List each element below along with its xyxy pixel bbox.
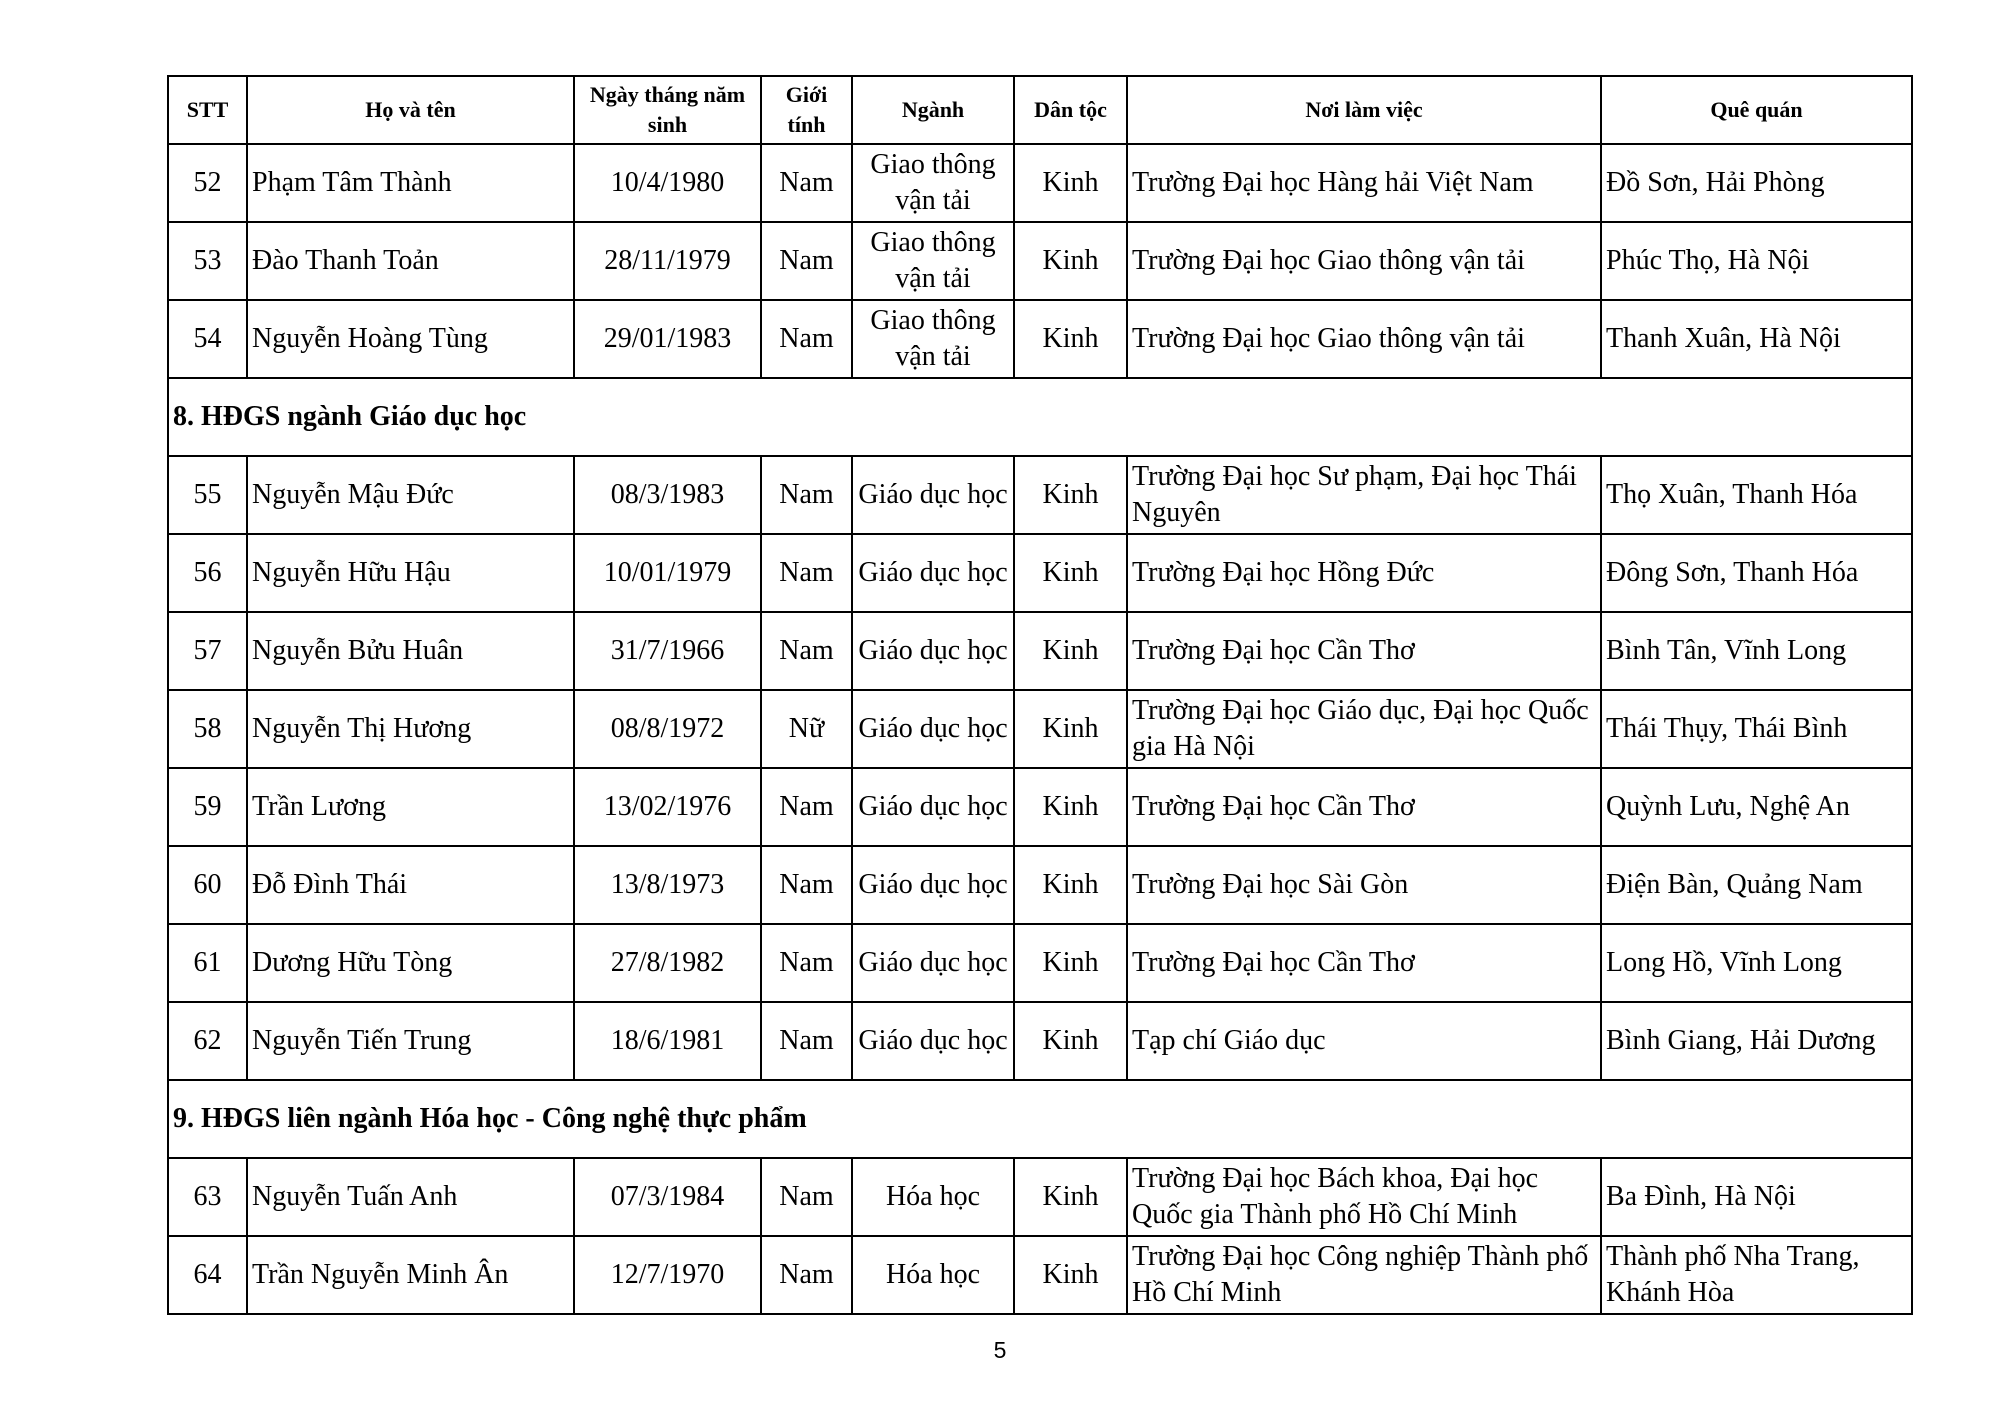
cell-field: Hóa học xyxy=(852,1158,1014,1236)
cell-field: Giáo dục học xyxy=(852,768,1014,846)
cell-field: Giáo dục học xyxy=(852,534,1014,612)
cell-dob: 13/8/1973 xyxy=(574,846,761,924)
cell-workplace: Tạp chí Giáo dục xyxy=(1127,1002,1601,1080)
table-row xyxy=(168,456,1912,534)
table-row xyxy=(168,846,1912,924)
cell-workplace: Trường Đại học Giao thông vận tải xyxy=(1127,222,1601,300)
cell-name: Nguyễn Thị Hương xyxy=(247,690,574,768)
cell-workplace: Trường Đại học Hồng Đức xyxy=(1127,534,1601,612)
cell-ethnicity: Kinh xyxy=(1014,846,1127,924)
header-gender: Giới tính xyxy=(761,76,852,144)
cell-ethnicity: Kinh xyxy=(1014,222,1127,300)
cell-dob: 13/02/1976 xyxy=(574,768,761,846)
cell-ethnicity: Kinh xyxy=(1014,534,1127,612)
cell-stt: 57 xyxy=(168,612,247,690)
cell-hometown: Thanh Xuân, Hà Nội xyxy=(1601,300,1912,378)
table-header-row xyxy=(168,76,1912,144)
cell-dob: 10/4/1980 xyxy=(574,144,761,222)
cell-workplace: Trường Đại học Sư phạm, Đại học Thái Nguyên xyxy=(1127,456,1601,534)
cell-gender: Nam xyxy=(761,612,852,690)
cell-name: Nguyễn Hữu Hậu xyxy=(247,534,574,612)
cell-workplace: Trường Đại học Hàng hải Việt Nam xyxy=(1127,144,1601,222)
cell-name: Đào Thanh Toản xyxy=(247,222,574,300)
table-row xyxy=(168,222,1912,300)
header-stt: STT xyxy=(168,76,247,144)
cell-name: Nguyễn Bửu Huân xyxy=(247,612,574,690)
cell-ethnicity: Kinh xyxy=(1014,144,1127,222)
cell-field: Giao thông vận tải xyxy=(852,222,1014,300)
cell-workplace: Trường Đại học Cần Thơ xyxy=(1127,768,1601,846)
cell-stt: 59 xyxy=(168,768,247,846)
cell-stt: 52 xyxy=(168,144,247,222)
cell-gender: Nam xyxy=(761,768,852,846)
section-header-row xyxy=(168,1080,1912,1158)
cell-hometown: Bình Tân, Vĩnh Long xyxy=(1601,612,1912,690)
candidate-table xyxy=(167,75,1913,1315)
cell-name: Nguyễn Hoàng Tùng xyxy=(247,300,574,378)
header-workplace: Nơi làm việc xyxy=(1127,76,1601,144)
cell-name: Đỗ Đình Thái xyxy=(247,846,574,924)
header-hometown: Quê quán xyxy=(1601,76,1912,144)
cell-ethnicity: Kinh xyxy=(1014,924,1127,1002)
cell-hometown: Thành phố Nha Trang, Khánh Hòa xyxy=(1601,1236,1912,1314)
table-row xyxy=(168,1002,1912,1080)
cell-field: Hóa học xyxy=(852,1236,1014,1314)
cell-hometown: Đông Sơn, Thanh Hóa xyxy=(1601,534,1912,612)
cell-gender: Nữ xyxy=(761,690,852,768)
cell-workplace: Trường Đại học Bách khoa, Đại học Quốc gia Thành phố Hồ Chí Minh xyxy=(1127,1158,1601,1236)
cell-dob: 08/3/1983 xyxy=(574,456,761,534)
cell-gender: Nam xyxy=(761,222,852,300)
cell-dob: 18/6/1981 xyxy=(574,1002,761,1080)
cell-stt: 56 xyxy=(168,534,247,612)
cell-gender: Nam xyxy=(761,1158,852,1236)
cell-gender: Nam xyxy=(761,456,852,534)
cell-stt: 55 xyxy=(168,456,247,534)
cell-workplace: Trường Đại học Cần Thơ xyxy=(1127,924,1601,1002)
cell-field: Giáo dục học xyxy=(852,924,1014,1002)
table-row xyxy=(168,144,1912,222)
cell-workplace: Trường Đại học Giao thông vận tải xyxy=(1127,300,1601,378)
cell-gender: Nam xyxy=(761,534,852,612)
cell-stt: 54 xyxy=(168,300,247,378)
cell-stt: 60 xyxy=(168,846,247,924)
cell-field: Giáo dục học xyxy=(852,456,1014,534)
cell-gender: Nam xyxy=(761,1236,852,1314)
cell-dob: 08/8/1972 xyxy=(574,690,761,768)
cell-ethnicity: Kinh xyxy=(1014,768,1127,846)
cell-gender: Nam xyxy=(761,300,852,378)
cell-field: Giáo dục học xyxy=(852,690,1014,768)
cell-dob: 29/01/1983 xyxy=(574,300,761,378)
cell-name: Nguyễn Tuấn Anh xyxy=(247,1158,574,1236)
cell-ethnicity: Kinh xyxy=(1014,1158,1127,1236)
cell-gender: Nam xyxy=(761,144,852,222)
header-field: Ngành xyxy=(852,76,1014,144)
cell-hometown: Thái Thụy, Thái Bình xyxy=(1601,690,1912,768)
cell-dob: 07/3/1984 xyxy=(574,1158,761,1236)
table-row xyxy=(168,534,1912,612)
cell-hometown: Phúc Thọ, Hà Nội xyxy=(1601,222,1912,300)
cell-hometown: Quỳnh Lưu, Nghệ An xyxy=(1601,768,1912,846)
table-row xyxy=(168,690,1912,768)
table-row xyxy=(168,768,1912,846)
cell-workplace: Trường Đại học Công nghiệp Thành phố Hồ Chí Minh xyxy=(1127,1236,1601,1314)
cell-stt: 58 xyxy=(168,690,247,768)
header-dob: Ngày tháng năm sinh xyxy=(574,76,761,144)
cell-stt: 64 xyxy=(168,1236,247,1314)
cell-stt: 62 xyxy=(168,1002,247,1080)
cell-hometown: Bình Giang, Hải Dương xyxy=(1601,1002,1912,1080)
cell-dob: 31/7/1966 xyxy=(574,612,761,690)
cell-hometown: Long Hồ, Vĩnh Long xyxy=(1601,924,1912,1002)
table-body xyxy=(168,144,1912,1314)
cell-hometown: Ba Đình, Hà Nội xyxy=(1601,1158,1912,1236)
cell-stt: 61 xyxy=(168,924,247,1002)
cell-field: Giáo dục học xyxy=(852,1002,1014,1080)
table-row xyxy=(168,1236,1912,1314)
page-number: 5 xyxy=(993,1337,1007,1363)
cell-stt: 63 xyxy=(168,1158,247,1236)
header-ethnicity: Dân tộc xyxy=(1014,76,1127,144)
cell-name: Nguyễn Mậu Đức xyxy=(247,456,574,534)
cell-dob: 10/01/1979 xyxy=(574,534,761,612)
cell-ethnicity: Kinh xyxy=(1014,612,1127,690)
cell-workplace: Trường Đại học Cần Thơ xyxy=(1127,612,1601,690)
cell-hometown: Thọ Xuân, Thanh Hóa xyxy=(1601,456,1912,534)
cell-gender: Nam xyxy=(761,924,852,1002)
cell-name: Trần Lương xyxy=(247,768,574,846)
cell-workplace: Trường Đại học Giáo dục, Đại học Quốc gia Hà Nội xyxy=(1127,690,1601,768)
table-row xyxy=(168,924,1912,1002)
cell-field: Giáo dục học xyxy=(852,846,1014,924)
cell-name: Trần Nguyễn Minh Ân xyxy=(247,1236,574,1314)
section-title: 8. HĐGS ngành Giáo dục học xyxy=(168,378,1912,456)
section-title: 9. HĐGS liên ngành Hóa học - Công nghệ thực phẩm xyxy=(168,1080,1912,1158)
cell-ethnicity: Kinh xyxy=(1014,300,1127,378)
cell-ethnicity: Kinh xyxy=(1014,456,1127,534)
cell-gender: Nam xyxy=(761,1002,852,1080)
cell-workplace: Trường Đại học Sài Gòn xyxy=(1127,846,1601,924)
cell-dob: 28/11/1979 xyxy=(574,222,761,300)
table-row xyxy=(168,612,1912,690)
cell-name: Phạm Tâm Thành xyxy=(247,144,574,222)
cell-hometown: Điện Bàn, Quảng Nam xyxy=(1601,846,1912,924)
table-row xyxy=(168,1158,1912,1236)
cell-name: Nguyễn Tiến Trung xyxy=(247,1002,574,1080)
cell-ethnicity: Kinh xyxy=(1014,1002,1127,1080)
table-row xyxy=(168,300,1912,378)
cell-dob: 12/7/1970 xyxy=(574,1236,761,1314)
cell-name: Dương Hữu Tòng xyxy=(247,924,574,1002)
cell-field: Giao thông vận tải xyxy=(852,300,1014,378)
section-header-row xyxy=(168,378,1912,456)
cell-stt: 53 xyxy=(168,222,247,300)
cell-field: Giáo dục học xyxy=(852,612,1014,690)
header-name: Họ và tên xyxy=(247,76,574,144)
cell-dob: 27/8/1982 xyxy=(574,924,761,1002)
cell-ethnicity: Kinh xyxy=(1014,1236,1127,1314)
cell-gender: Nam xyxy=(761,846,852,924)
cell-hometown: Đồ Sơn, Hải Phòng xyxy=(1601,144,1912,222)
cell-ethnicity: Kinh xyxy=(1014,690,1127,768)
cell-field: Giao thông vận tải xyxy=(852,144,1014,222)
